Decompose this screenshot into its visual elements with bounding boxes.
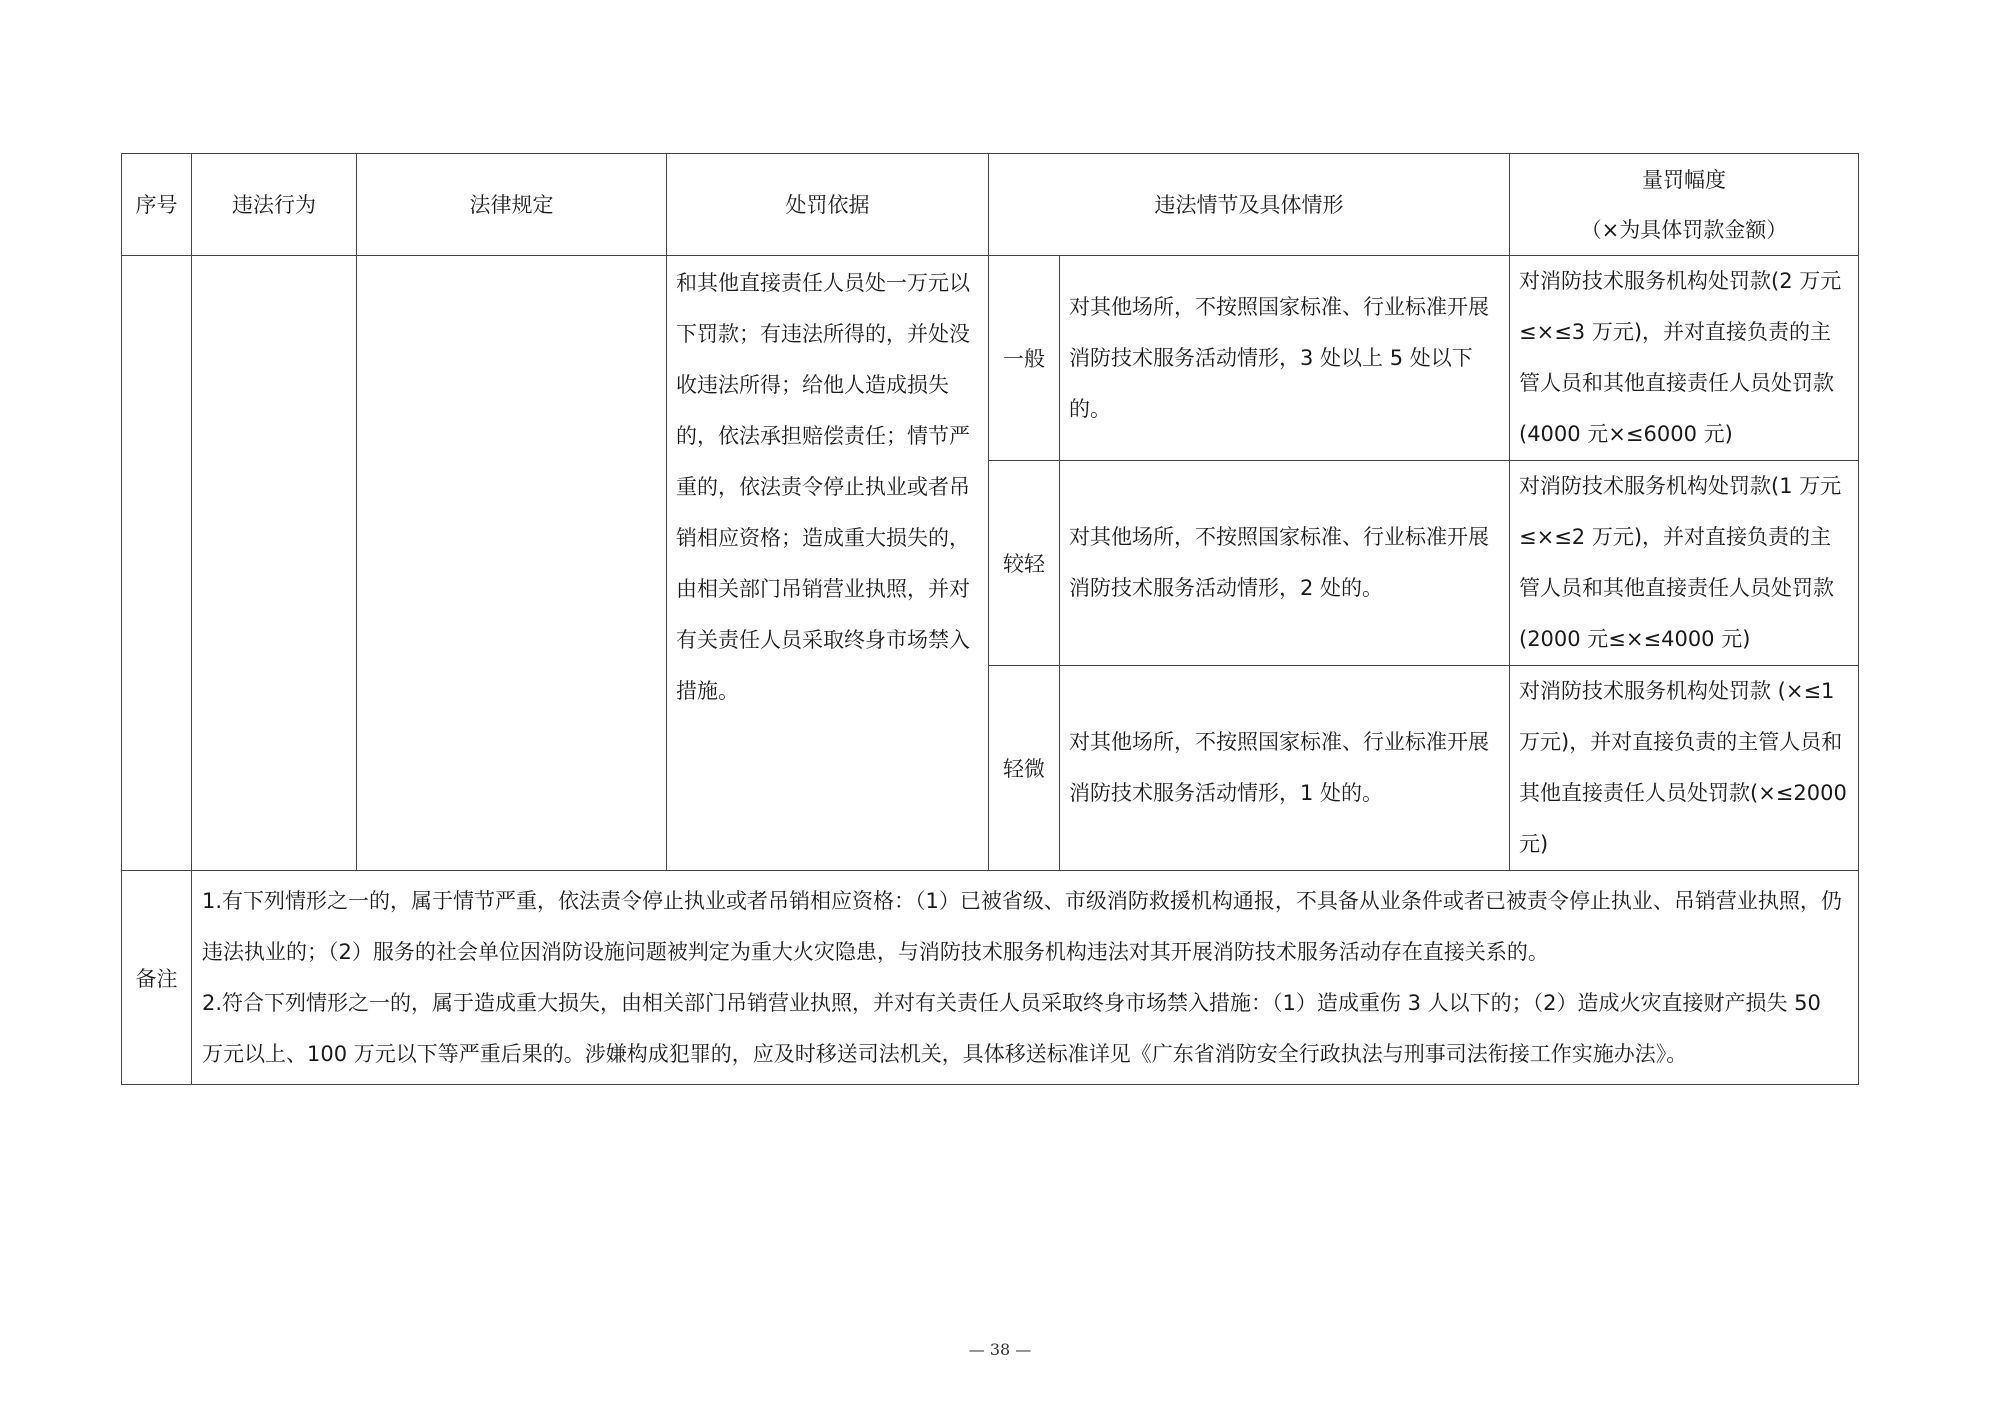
table-row <box>122 256 1859 461</box>
remarks-row <box>122 871 1859 1085</box>
header-row <box>122 154 1859 256</box>
situation-cell: 对其他场所，不按照国家标准、行业标准开展消防技术服务活动情形，1 处的。 <box>1060 666 1510 871</box>
header-legal-provision: 法律规定 <box>357 154 667 256</box>
penalty-range-cell: 对消防技术服务机构处罚款(2 万元≤×≤3 万元)，并对直接负责的主管人员和其他直接责任人员处罚款 (4000 元×≤6000 元) <box>1510 256 1859 461</box>
penalty-range-cell: 对消防技术服务机构处罚款 (×≤1 万元)，并对直接负责的主管人员和其他直接责任人员处罚款(×≤2000 元) <box>1510 666 1859 871</box>
remarks-text <box>192 871 1859 1085</box>
header-penalty-range <box>1510 154 1859 256</box>
header-penalty-basis: 处罚依据 <box>667 154 989 256</box>
remark-item-2: 2.符合下列情形之一的，属于造成重大损失，由相关部门吊销营业执照，并对有关责任人员采取终身市场禁入措施：（1）造成重伤 3 人以下的；（2）造成火灾直接财产损失 50 万元以上、100 万元以下等严重后果的。涉嫌构成犯罪的，应及时移送司法机关，具体移送标准详见《广东省消防安全行政执法与刑事司法衔接工作实施办法》。 <box>202 990 1821 1066</box>
situation-cell: 对其他场所，不按照国家标准、行业标准开展消防技术服务活动情形，2 处的。 <box>1060 461 1510 666</box>
penalty-range-cell: 对消防技术服务机构处罚款(1 万元≤×≤2 万元)，并对直接负责的主管人员和其他直接责任人员处罚款 (2000 元≤×≤4000 元) <box>1510 461 1859 666</box>
remarks-label: 备注 <box>122 871 192 1085</box>
header-violation: 违法行为 <box>192 154 357 256</box>
level-cell: 轻微 <box>989 666 1060 871</box>
header-penalty-range-title: 量罚幅度 <box>1642 167 1726 192</box>
legal-provision-cell <box>357 256 667 871</box>
penalty-table <box>121 153 1859 1085</box>
level-cell: 一般 <box>989 256 1060 461</box>
header-penalty-range-note: （×为具体罚款金额） <box>1580 217 1788 242</box>
level-cell: 较轻 <box>989 461 1060 666</box>
violation-cell <box>192 256 357 871</box>
page-number: — 38 — <box>968 1340 1032 1359</box>
remark-item-1: 1.有下列情形之一的，属于情节严重，依法责令停止执业或者吊销相应资格：（1）已被省级、市级消防救援机构通报，不具备从业条件或者已被责令停止执业、吊销营业执照，仍违法执业的；（2）服务的社会单位因消防设施问题被判定为重大火灾隐患，与消防技术服务机构违法对其开展消防技术服务活动存在直接关系的。 <box>202 888 1842 964</box>
penalty-basis-cell: 和其他直接责任人员处一万元以下罚款；有违法所得的，并处没收违法所得；给他人造成损失的，依法承担赔偿责任；情节严重的，依法责令停止执业或者吊销相应资格；造成重大损失的，由相关部门吊销营业执照，并对有关责任人员采取终身市场禁入措施。 <box>667 256 989 871</box>
header-seq: 序号 <box>122 154 192 256</box>
seq-cell <box>122 256 192 871</box>
situation-cell: 对其他场所，不按照国家标准、行业标准开展消防技术服务活动情形，3 处以上 5 处以下的。 <box>1060 256 1510 461</box>
header-circumstances: 违法情节及具体情形 <box>989 154 1510 256</box>
